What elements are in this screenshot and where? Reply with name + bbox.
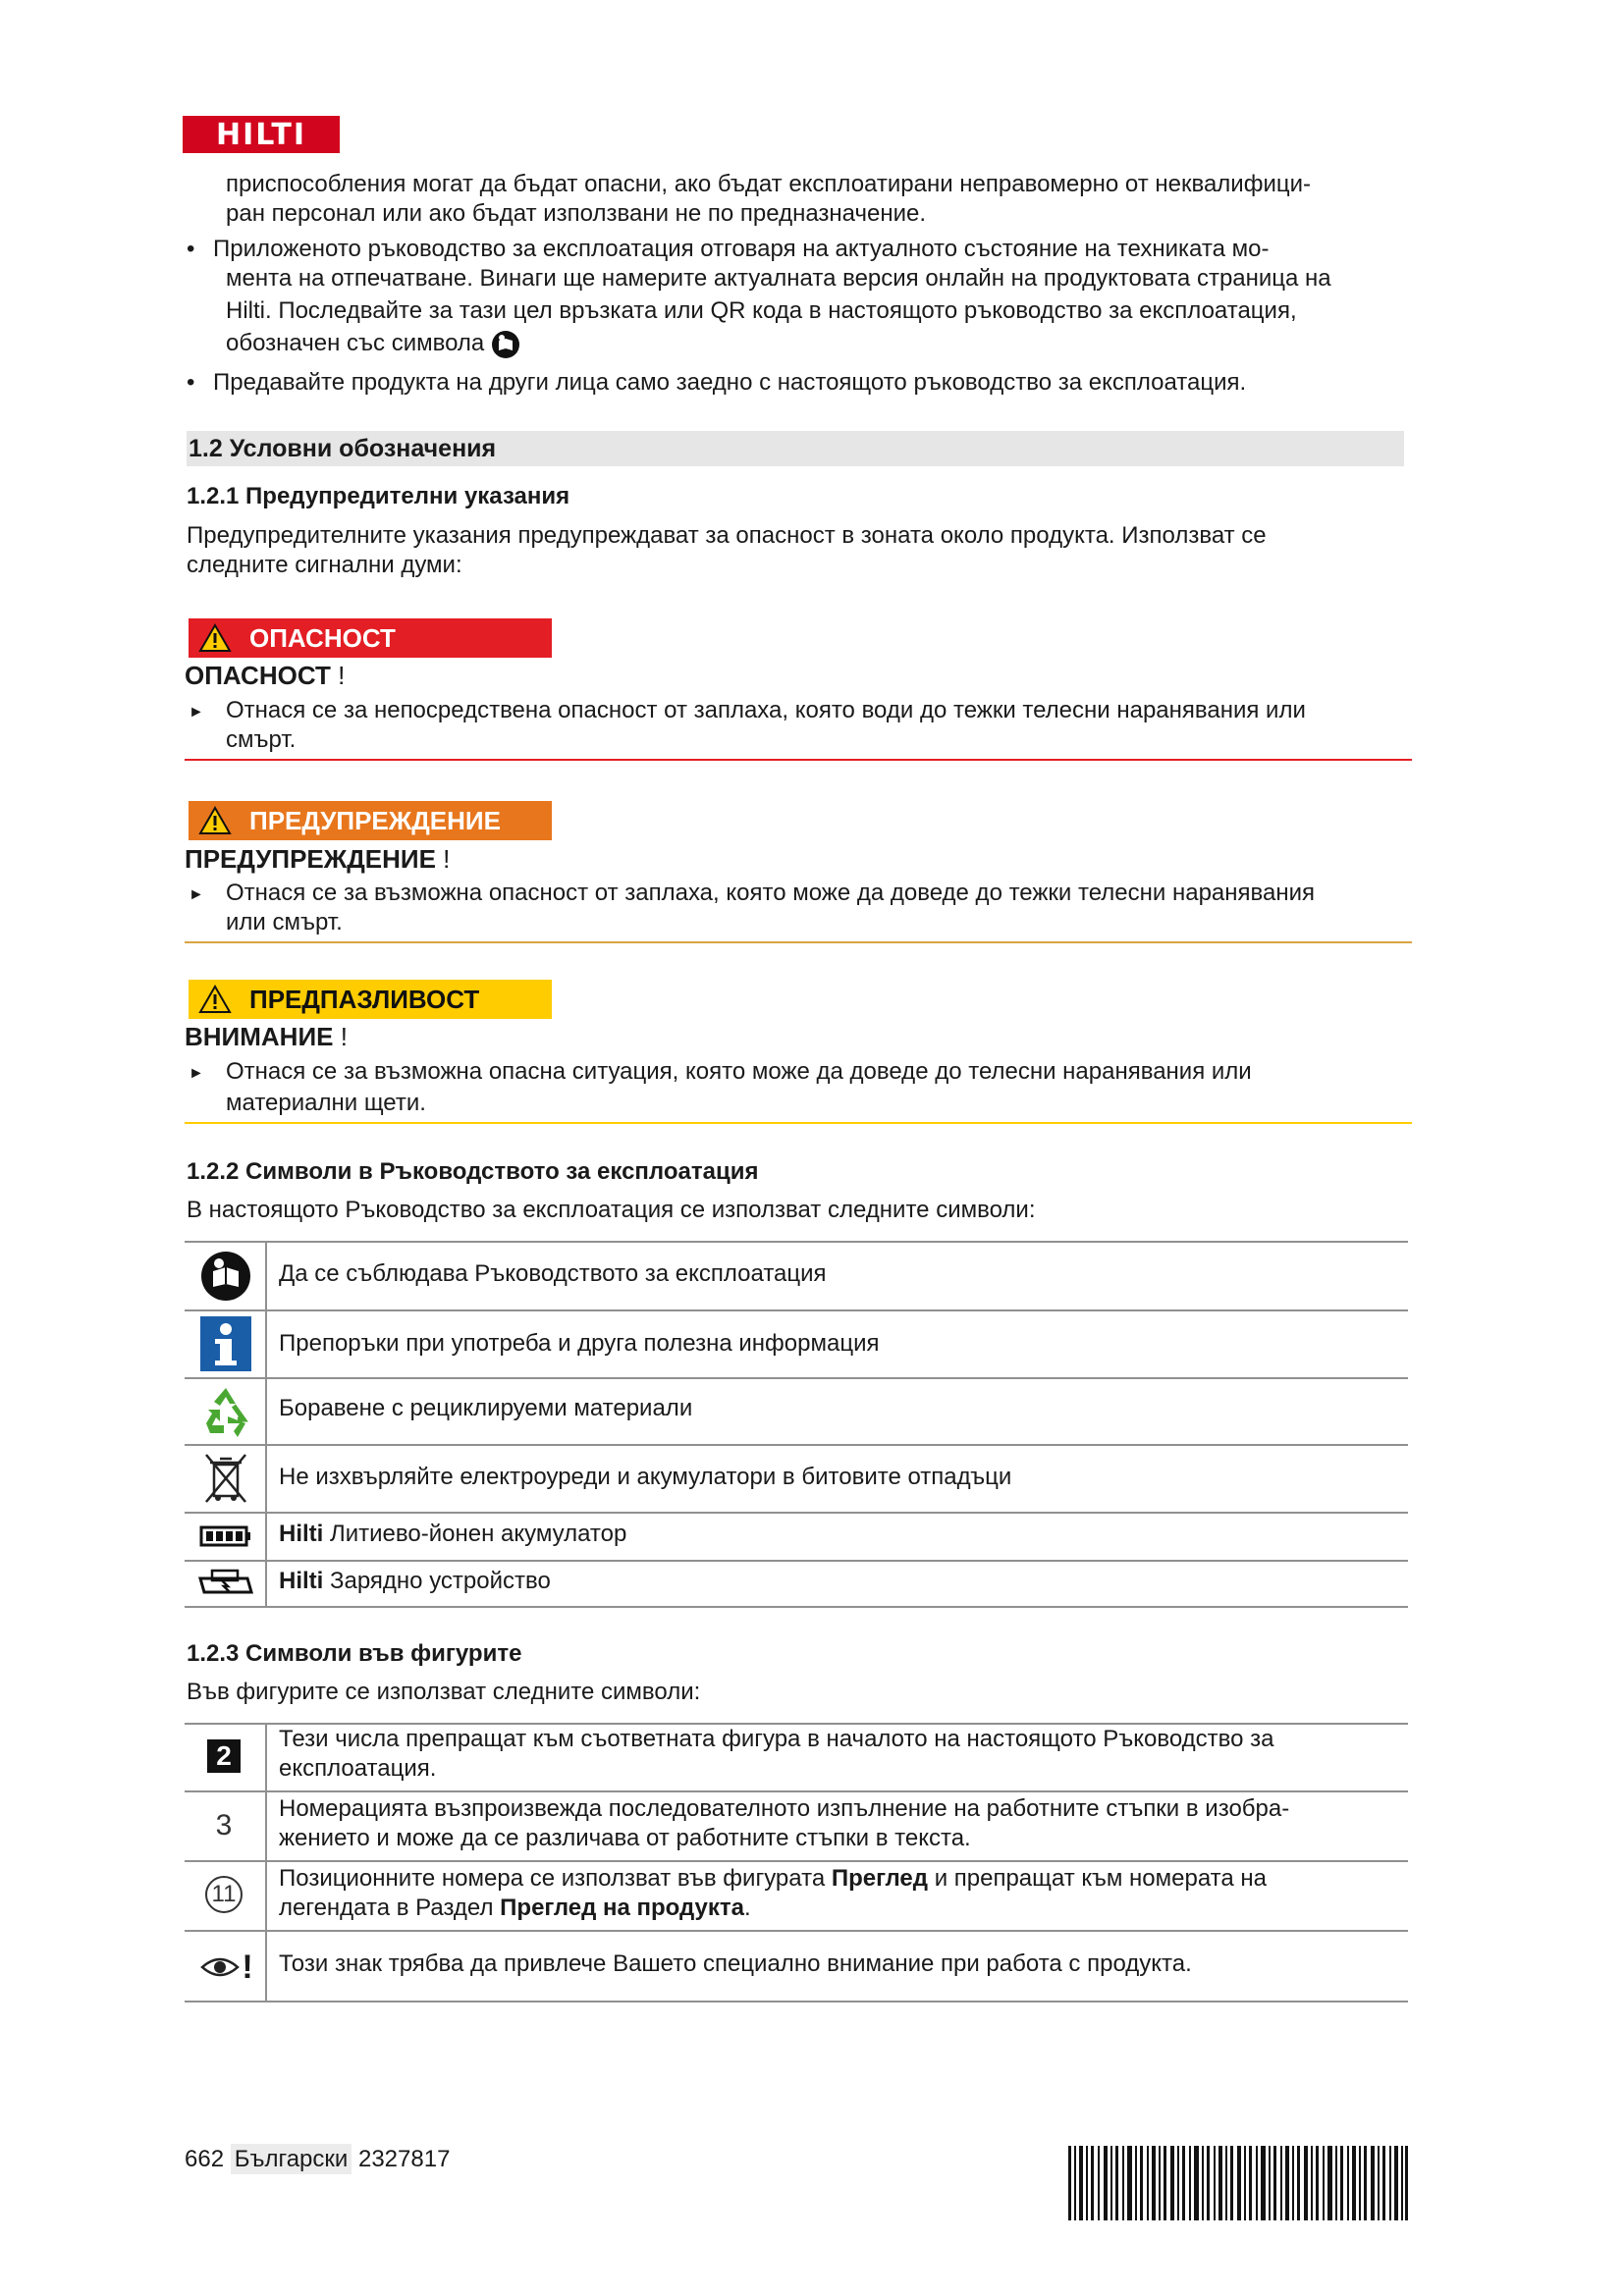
barcode-image bbox=[1068, 2146, 1408, 2220]
warning-divider bbox=[185, 941, 1412, 943]
danger-heading: ОПАСНОСТ ! bbox=[185, 661, 346, 690]
warning-triangle-icon bbox=[198, 623, 232, 653]
figures-row1-line-2: експлоатация. bbox=[279, 1755, 437, 1782]
footer-language: Български bbox=[231, 2144, 352, 2174]
figures-row2-line-1: Номерацията възпроизвежда последователното изпълнение на работните стъпки в изобра- bbox=[279, 1795, 1290, 1822]
page-footer bbox=[185, 2146, 450, 2173]
figures-row1-line-1: Тези числа препращат към съответната фигура в началото на настоящото Ръководство за bbox=[279, 1726, 1274, 1752]
warnings-intro-line-1: Предупредителните указания предупреждават за опасност в зоната около продукта. Използват се bbox=[187, 522, 1267, 549]
danger-signal-label: ОПАСНОСТ bbox=[189, 618, 552, 658]
bullet2-line-2: мента на отпечатване. Винаги ще намерите актуалната версия онлайн на продуктовата страница на bbox=[226, 265, 1331, 292]
charger-icon bbox=[196, 1565, 255, 1602]
table-row-text: Не изхвърляйте електроуреди и акумулатори в битовите отпадъци bbox=[279, 1464, 1012, 1490]
footer-doc-code: 2327817 bbox=[357, 2146, 451, 2172]
table-row-text: Боравене с рециклируеми материали bbox=[279, 1395, 693, 1421]
recycle-icon bbox=[196, 1383, 255, 1440]
attention-eye-icon: ! bbox=[196, 1949, 257, 1985]
table-rule bbox=[185, 1606, 1408, 1608]
arrow-bullet: ► bbox=[189, 1065, 204, 1082]
table-rule bbox=[185, 1377, 1408, 1379]
manual-icon bbox=[196, 1249, 255, 1304]
figures-row4-text: Този знак трябва да привлече Вашето специално внимание при работа с продукта. bbox=[279, 1950, 1192, 1977]
table-rule bbox=[185, 1309, 1408, 1311]
symbols-intro: В настоящото Ръководство за експлоатация се използват следните символи: bbox=[187, 1197, 1036, 1223]
bullet2-line-4: обозначен със символа bbox=[226, 329, 520, 359]
section-heading-1-2-2: 1.2.2 Символи в Ръководството за експлоатация bbox=[187, 1158, 759, 1185]
table-rule bbox=[185, 1930, 1408, 1932]
intro-line-1: приспособления могат да бъдат опасни, ако бъдат експлоатирани неправомерно от неквалифици- bbox=[226, 171, 1311, 197]
caution-heading: ВНИМАНИЕ ! bbox=[185, 1022, 348, 1051]
caution-text-line-1: Отнася се за възможна опасна ситуация, която може да доведе до телесни наранявания или bbox=[226, 1058, 1252, 1085]
step-number-symbol: 3 bbox=[215, 1809, 233, 1842]
table-row-text: Hilti Зарядно устройство bbox=[279, 1568, 551, 1594]
warning-triangle-icon bbox=[198, 806, 232, 835]
bullet-dot: • bbox=[187, 369, 195, 396]
warning-triangle-icon bbox=[198, 985, 232, 1014]
table-col-divider bbox=[265, 1723, 267, 2002]
battery-icon bbox=[196, 1519, 255, 1554]
warning-text-line-2: или смърт. bbox=[226, 909, 343, 935]
figure-number-symbol: 2 bbox=[207, 1739, 241, 1773]
manual-icon bbox=[491, 330, 520, 359]
caution-text-line-2: материални щети. bbox=[226, 1090, 426, 1116]
table-row-text: Hilti Литиево-йонен акумулатор bbox=[279, 1521, 627, 1547]
section-heading-1-2-1: 1.2.1 Предупредителни указания bbox=[187, 483, 570, 509]
warnings-intro-line-2: следните сигнални думи: bbox=[187, 552, 462, 578]
danger-divider bbox=[185, 759, 1412, 761]
bullet3-text: Предавайте продукта на други лица само заедно с настоящото ръководство за експлоатация. bbox=[213, 369, 1247, 396]
section-heading-1-2: 1.2 Условни обозначения bbox=[187, 431, 1404, 466]
warning-signal-label: ПРЕДУПРЕЖДЕНИЕ bbox=[189, 801, 552, 840]
caution-signal-label: ПРЕДПАЗЛИВОСТ bbox=[189, 980, 552, 1019]
table-rule bbox=[185, 2001, 1408, 2002]
table-rule bbox=[185, 1512, 1408, 1514]
info-icon bbox=[196, 1315, 255, 1372]
caution-divider bbox=[185, 1122, 1412, 1124]
bullet2-line-3: Hilti. Последвайте за тази цел връзката или QR кода в настоящото ръководство за експлоатация, bbox=[226, 297, 1297, 324]
bullet2-line-1: Приложеното ръководство за експлоатация отговаря на актуалното състояние на техниката мо- bbox=[213, 236, 1270, 262]
danger-text-line-1: Отнася се за непосредствена опасност от заплаха, която води до тежки телесни наранявания или bbox=[226, 697, 1306, 723]
hilti-logo: HILTI bbox=[183, 116, 340, 153]
table-rule bbox=[185, 1790, 1408, 1792]
table-rule bbox=[185, 1560, 1408, 1562]
table-col-divider bbox=[265, 1241, 267, 1608]
table-rule bbox=[185, 1860, 1408, 1862]
table-rule bbox=[185, 1241, 1408, 1243]
table-row-text: Препоръки при употреба и друга полезна информация bbox=[279, 1330, 880, 1357]
warning-text-line-1: Отнася се за възможна опасност от заплаха, която може да доведе до тежки телесни наранявания bbox=[226, 880, 1315, 906]
page-number: 662 bbox=[185, 2146, 225, 2172]
table-rule bbox=[185, 1444, 1408, 1446]
arrow-bullet: ► bbox=[189, 886, 204, 903]
figures-row3-line-2: легендата в Раздел Преглед на продукта. bbox=[279, 1895, 751, 1921]
position-number-symbol: 11 bbox=[205, 1876, 243, 1913]
figures-row3-line-1: Позиционните номера се използват във фигурата Преглед и препращат към номерата на bbox=[279, 1865, 1267, 1892]
section-heading-1-2-3: 1.2.3 Символи във фигурите bbox=[187, 1640, 522, 1667]
bullet-dot: • bbox=[187, 236, 195, 262]
intro-line-2: ран персонал или ако бъдат използвани не по предназначение. bbox=[226, 200, 927, 227]
figures-row2-line-2: жението и може да се различава от работните стъпки в текста. bbox=[279, 1825, 971, 1851]
table-row-text: Да се съблюдава Ръководството за експлоатация bbox=[279, 1260, 827, 1287]
figures-intro: Във фигурите се използват следните символи: bbox=[187, 1679, 701, 1705]
danger-text-line-2: смърт. bbox=[226, 726, 297, 753]
crossed-bin-icon bbox=[196, 1450, 255, 1507]
warning-heading: ПРЕДУПРЕЖДЕНИЕ ! bbox=[185, 844, 451, 874]
arrow-bullet: ► bbox=[189, 704, 204, 721]
